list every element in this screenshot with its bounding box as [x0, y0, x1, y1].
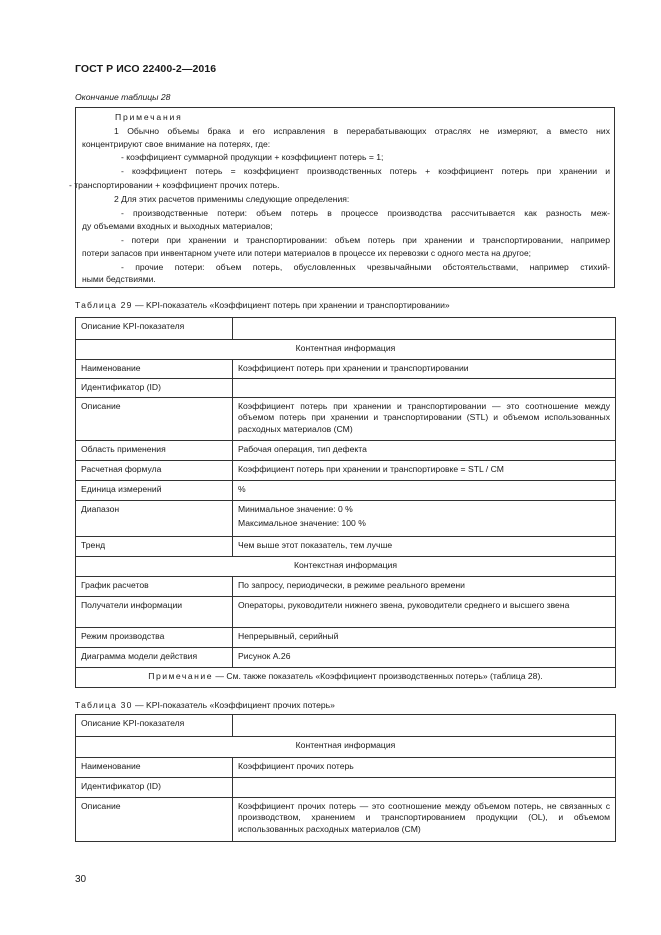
note-line: - потери при хранении и транспортировании: объем потерь при хранении и транспортировании, например: [121, 235, 610, 245]
table-row: [76, 537, 616, 557]
table-note-label: Примечание: [148, 671, 214, 681]
table-29-caption-text: — KPI-показатель «Коэффициент потерь при хранении и транспортировании»: [132, 300, 450, 310]
table-cell-label: Наименование: [76, 360, 233, 379]
table-row: [76, 441, 616, 461]
table-row: [76, 318, 616, 340]
table-row: [76, 461, 616, 481]
table-row: [76, 778, 616, 798]
table-cell-label: Тренд: [76, 537, 233, 557]
table-cell-label: Расчетная формула: [76, 461, 233, 481]
table-30-caption-text: — KPI-показатель «Коэффициент прочих потерь»: [132, 700, 335, 710]
table-cell-value: [233, 715, 616, 737]
note-line: ду объемами входных и выходных материалов;: [82, 221, 273, 231]
table-section-title: Контекстная информация: [76, 557, 616, 577]
table-cell-value: [233, 778, 616, 798]
table-row: [76, 597, 616, 628]
table-section-title: Контентная информация: [76, 340, 616, 360]
table-cell-label: Описание: [76, 398, 233, 441]
table-cell-value: Коэффициент прочих потерь: [233, 758, 616, 778]
table-row: [76, 648, 616, 668]
table-cell-value: Рисунок А.26: [233, 648, 616, 668]
table-cell-label: Единица измерений: [76, 481, 233, 501]
range-max: Максимальное значение: 100 %: [238, 518, 366, 529]
table-30-caption-label: Таблица 30: [75, 700, 133, 710]
table-row: [76, 501, 616, 537]
table-cell-label: Описание KPI-показателя: [76, 715, 233, 737]
table-note-text: — См. также показатель «Коэффициент производственных потерь» (таблица 28).: [213, 671, 543, 681]
table-row: [76, 379, 616, 398]
table-cell-label: Режим производства: [76, 628, 233, 648]
table-cell-label: Диаграмма модели действия: [76, 648, 233, 668]
note-line: - коэффициент потерь = коэффициент производственных потерь + коэффициент потерь при хранении и: [121, 166, 610, 176]
table-continuation-label: Окончание таблицы 28: [75, 92, 171, 102]
note-line: 2 Для этих расчетов применимы следующие определения:: [114, 194, 350, 204]
table-cell-label: Идентификатор (ID): [76, 778, 233, 798]
table-cell-value: Коэффициент потерь при хранении и транспортировке = STL / CM: [233, 461, 616, 481]
table-cell-value: Коэффициент потерь при хранении и транспортировании: [233, 360, 616, 379]
table-cell-value: Чем выше этот показатель, тем лучше: [233, 537, 616, 557]
table-cell-value: Непрерывный, серийный: [233, 628, 616, 648]
table-cell-label: Получатели информации: [76, 597, 233, 628]
table-note-row: [76, 668, 616, 688]
table-row: [76, 577, 616, 597]
table-note: [76, 668, 616, 688]
table-cell-value: По запросу, периодически, в режиме реального времени: [233, 577, 616, 597]
notes-heading: Примечания: [115, 112, 183, 122]
table-cell-label: Идентификатор (ID): [76, 379, 233, 398]
table-cell-value: Рабочая операция, тип дефекта: [233, 441, 616, 461]
table-cell-value: [233, 318, 616, 340]
table-cell-value: [233, 379, 616, 398]
table-29-caption: [75, 300, 450, 311]
note-line: - прочие потери: объем потерь, обусловленных чрезвычайными обстоятельствами, например стихий-: [121, 262, 610, 272]
table-section-row: [76, 340, 616, 360]
table-cell-label: Область применения: [76, 441, 233, 461]
table-row: [76, 628, 616, 648]
range-min: Минимальное значение: 0 %: [238, 504, 353, 514]
table-cell-value: [233, 501, 616, 537]
note-line: потери запасов при инвентарном учете или потери материалов в процессе их перевозки с одного места на другое;: [82, 248, 531, 258]
note-line: - транспортировании + коэффициент прочих потерь.: [69, 180, 280, 190]
table-cell-label: Наименование: [76, 758, 233, 778]
table-cell-value: Коэффициент прочих потерь — это соотношение между объемом потерь, не связанных с производством, хранением и транспортированием продукции (OL), и объемом использованных расходных материалов (CM): [233, 798, 616, 842]
table-29-caption-label: Таблица 29: [75, 300, 133, 310]
note-line: 1 Обычно объемы брака и его исправления в перерабатывающих отраслях не измеряют, а вместо них: [114, 126, 610, 136]
page-number: 30: [75, 874, 87, 885]
table-row: [76, 360, 616, 379]
table-cell-label: График расчетов: [76, 577, 233, 597]
table-cell-value: Коэффициент потерь при хранении и транспортировании — это соотношение между объемом потерь при хранении и транспортировании (STL) и объемом использованных расходных материалов (CM): [233, 398, 616, 441]
note-line: - производственные потери: объем потерь в процессе производства рассчитывается как разность меж-: [121, 208, 610, 218]
document-standard-header: ГОСТ Р ИСО 22400-2—2016: [75, 63, 217, 75]
table-30: [75, 714, 616, 842]
table-row: [76, 481, 616, 501]
note-line: - коэффициент суммарной продукции + коэффициент потерь = 1;: [121, 152, 384, 162]
table-cell-value: Операторы, руководители нижнего звена, руководители среднего и высшего звена: [233, 597, 616, 628]
table-section-row: [76, 557, 616, 577]
table-row: [76, 398, 616, 441]
table-cell-value: %: [233, 481, 616, 501]
table-29: [75, 317, 616, 688]
table-30-caption: [75, 700, 335, 711]
table-section-title: Контентная информация: [76, 737, 616, 758]
table-cell-label: Диапазон: [76, 501, 233, 537]
table-cell-label: Описание KPI-показателя: [76, 318, 233, 340]
table-row: [76, 758, 616, 778]
note-line: концентрируют свое внимание на потерях, где:: [82, 139, 271, 149]
notes-box: [69, 107, 615, 288]
table-cell-label: Описание: [76, 798, 233, 842]
table-row: [76, 715, 616, 737]
table-row: [76, 798, 616, 842]
table-section-row: [76, 737, 616, 758]
note-line: ными бедствиями.: [82, 274, 156, 284]
